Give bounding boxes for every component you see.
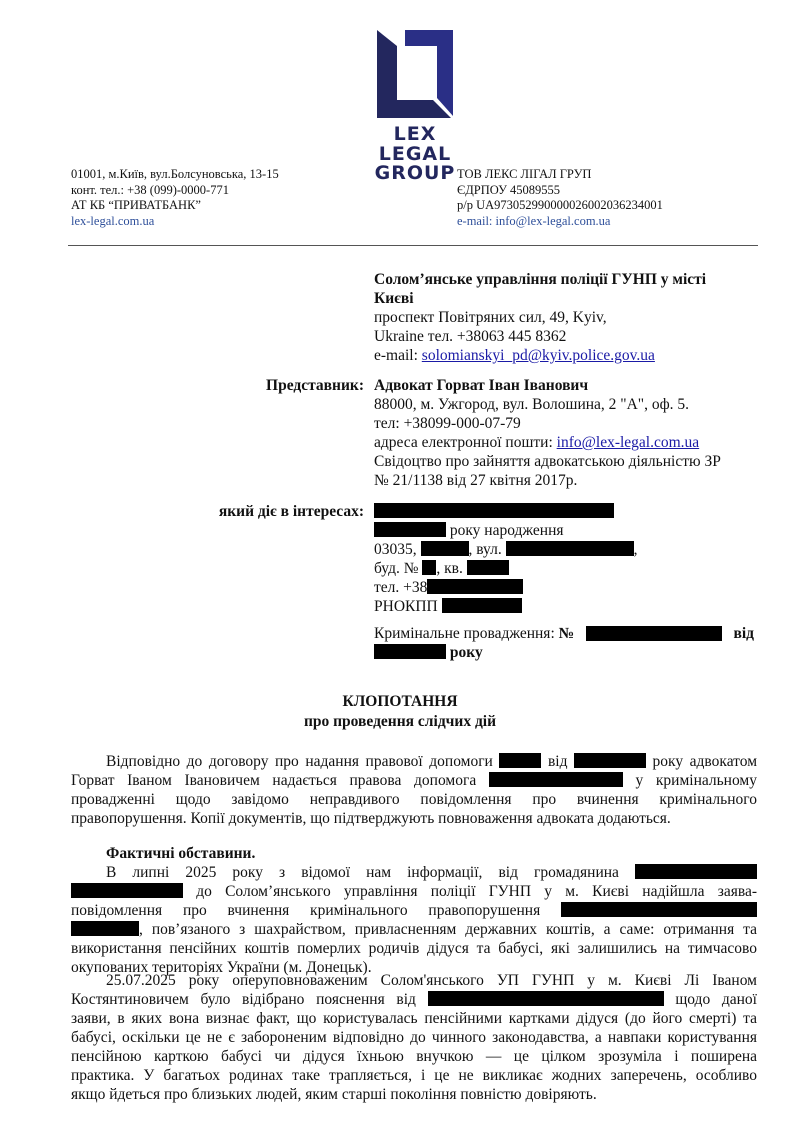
addressee-email-row xyxy=(374,346,774,365)
criminal-case-date-row xyxy=(374,643,754,662)
text-line: якщо йдеться про близьких людей, яким старші покоління повністю довіряють. xyxy=(71,1086,597,1103)
text-line xyxy=(71,882,757,901)
company-name: ТОВ ЛЕКС ЛІГАЛ ГРУП xyxy=(457,167,592,181)
client-phone-row xyxy=(374,578,774,597)
redacted-accused-name-cont xyxy=(71,921,139,936)
paragraph-explanation xyxy=(71,971,757,1104)
addressee-address: проспект Повітряних сил, 49, Kyiv, xyxy=(374,309,607,326)
client-name-row xyxy=(374,502,774,521)
redacted-citizen-name-cont xyxy=(71,883,183,898)
document-title-block xyxy=(0,692,800,732)
comma: , xyxy=(633,541,638,558)
text-fragment: В липні 2025 року з відомої нам інформації, від громадянина xyxy=(106,864,619,881)
text-line xyxy=(71,901,757,920)
text-fragment: Горват Іваном Івановичем надається правова допомога xyxy=(71,772,489,789)
redacted-birth-date xyxy=(374,522,446,537)
phone-prefix: тел. +38 xyxy=(374,579,428,596)
redacted-accused-name xyxy=(561,902,757,917)
redacted-citizen-name xyxy=(635,864,757,879)
case-year: року xyxy=(449,644,483,661)
text-fragment: року адвокатом xyxy=(646,753,758,770)
document-title: КЛОПОТАННЯ xyxy=(342,693,458,710)
street-prefix: , вул. xyxy=(468,541,506,558)
text-line: правопорушення. Копії документів, що підтверджують повноваження адвоката додаються. xyxy=(71,810,671,827)
postcode: 03035, xyxy=(374,541,421,558)
text-fragment: у кримінальному xyxy=(622,772,757,789)
document-subtitle: про проведення слідчих дій xyxy=(303,713,497,730)
company-bank: АТ КБ “ПРИВАТБАНК” xyxy=(71,198,201,212)
client-birth-row xyxy=(374,521,774,540)
redacted-apartment xyxy=(467,560,509,575)
text-fragment: від xyxy=(541,753,575,770)
redacted-client-name xyxy=(489,772,623,787)
text-fragment: , пов’язаного з шахрайством, привласненням державних коштів, а саме: отримання та xyxy=(139,921,757,938)
paragraph-facts xyxy=(71,844,757,977)
company-email-link[interactable]: e-mail: info@lex-legal.com.ua xyxy=(457,213,611,228)
logo-text-line1: LEX LEGAL xyxy=(378,123,452,165)
representative-certificate: Свідоцтво про зайняття адвокатською діяльністю ЗР xyxy=(374,453,721,470)
text-fragment: Костянтиновичем було відібрано пояснення від xyxy=(71,991,428,1008)
redacted-case-date xyxy=(374,644,446,659)
redacted-building xyxy=(422,560,436,575)
text-fragment: щодо даної xyxy=(663,991,757,1008)
email-prefix: адреса електронної пошти: xyxy=(374,434,557,451)
redacted-client-name xyxy=(374,503,614,518)
paragraph-agreement xyxy=(71,752,757,828)
company-address: 01001, м.Київ, вул.Болсуновська, 13-15 xyxy=(71,167,279,181)
representative-phone: тел: +38099-000-07-79 xyxy=(374,415,521,432)
case-from: від xyxy=(733,625,754,642)
addressee-name: Солом’янське управління поліції ГУНП у місті xyxy=(374,271,707,288)
text-line: практика. У багатьох родинах таке трапляється, і це не викликає жодних заперечень, особливо xyxy=(71,1067,757,1084)
company-account: р/р UA973052990000026002036234001 xyxy=(457,198,663,212)
email-prefix: e-mail: xyxy=(374,347,422,364)
text-line xyxy=(71,752,757,771)
text-line: заяви, в яких вона визнає факт, що користувалась пенсійними картками дідуся (до його смерті) та xyxy=(71,1010,757,1027)
number-sign: № xyxy=(558,625,575,642)
company-website-link[interactable]: lex-legal.com.ua xyxy=(71,213,155,228)
company-phone: конт. тел.: +38 (099)-0000-771 xyxy=(71,182,229,197)
representative-email-link[interactable]: info@lex-legal.com.ua xyxy=(556,434,700,451)
representative-email-row xyxy=(374,433,774,452)
addressee-block xyxy=(374,270,774,365)
client-label: який діє в інтересах: xyxy=(218,503,364,520)
redacted-street xyxy=(506,541,634,556)
text-line: окупованих територіях України (м. Донецьк). xyxy=(71,959,372,976)
lex-legal-logo-icon xyxy=(375,28,455,120)
redacted-tax-id xyxy=(442,598,522,613)
text-line xyxy=(71,771,757,790)
text-line: пенсійною карткою бабусі чи дідуся їхньою внучкою — це цілком зрозуміла і поширена xyxy=(71,1048,757,1065)
redacted-agreement-date xyxy=(574,753,646,768)
criminal-case-row xyxy=(374,624,754,643)
text-line: використання пенсійних коштів померлих родичів дідуся та бабусі, які залишились на тимчасово xyxy=(71,940,757,957)
text-line xyxy=(71,863,757,882)
redacted-person-name xyxy=(428,991,664,1006)
building-prefix: буд. № xyxy=(374,560,423,577)
criminal-case-prefix: Кримінальне провадження: xyxy=(374,625,559,642)
text-line: 25.07.2025 року оперуповноваженим Солом'янського УП ГУНП у м. Києві Лі Іваном xyxy=(106,972,757,989)
addressee-name-cont: Києві xyxy=(374,290,414,307)
representative-address: 88000, м. Ужгород, вул. Волошина, 2 "А", оф. 5. xyxy=(374,396,690,413)
criminal-case-prefix-wrap xyxy=(374,624,574,643)
logo-text-line2: GROUP xyxy=(374,162,456,184)
text-line: провадженні щодо завідомо неправдивого повідомлення про вчинення кримінального xyxy=(71,791,757,808)
apartment-prefix: , кв. xyxy=(436,560,467,577)
text-fragment: до Солом’янського управління поліції ГУНП у м. Києві надійшла заява- xyxy=(183,883,757,900)
letterhead-right xyxy=(457,167,663,229)
text-fragment: повідомлення про вчинення кримінального правопорушення xyxy=(71,902,541,919)
representative-label: Представник: xyxy=(266,377,364,394)
birth-suffix: року народження xyxy=(446,522,564,539)
facts-heading: Фактичні обставини. xyxy=(106,845,256,862)
representative-block xyxy=(374,376,774,490)
letterhead-left xyxy=(71,167,279,229)
addressee-email-link[interactable]: solomianskyi_pd@kyiv.police.gov.ua xyxy=(421,347,655,364)
redacted-case-number xyxy=(586,626,722,641)
representative-certificate-cont: № 21/1138 від 27 квітня 2017р. xyxy=(374,472,578,489)
text-fragment: Відповідно до договору про надання правової допомоги xyxy=(106,753,500,770)
criminal-case-block xyxy=(374,624,754,662)
addressee-phone: Ukraine тел. +38063 445 8362 xyxy=(374,328,567,345)
client-address-row xyxy=(374,540,774,559)
redacted-phone xyxy=(427,579,523,594)
redacted-agreement-number xyxy=(499,753,541,768)
company-edrpou: ЄДРПОУ 45089555 xyxy=(457,182,561,197)
text-line xyxy=(71,990,757,1009)
tax-id-prefix: РНОКПП xyxy=(374,598,442,615)
company-logo xyxy=(355,28,475,182)
text-line xyxy=(71,920,757,939)
text-line: бабусі, оскільки це не є забороненим відповідно до чинного законодавства, а навпаки користування xyxy=(71,1029,757,1046)
header-divider xyxy=(68,245,758,246)
redacted-city xyxy=(421,541,469,556)
client-block xyxy=(374,502,774,616)
client-building-row xyxy=(374,559,774,578)
representative-name: Адвокат Горват Іван Іванович xyxy=(374,377,589,394)
client-tax-id-row xyxy=(374,597,774,616)
